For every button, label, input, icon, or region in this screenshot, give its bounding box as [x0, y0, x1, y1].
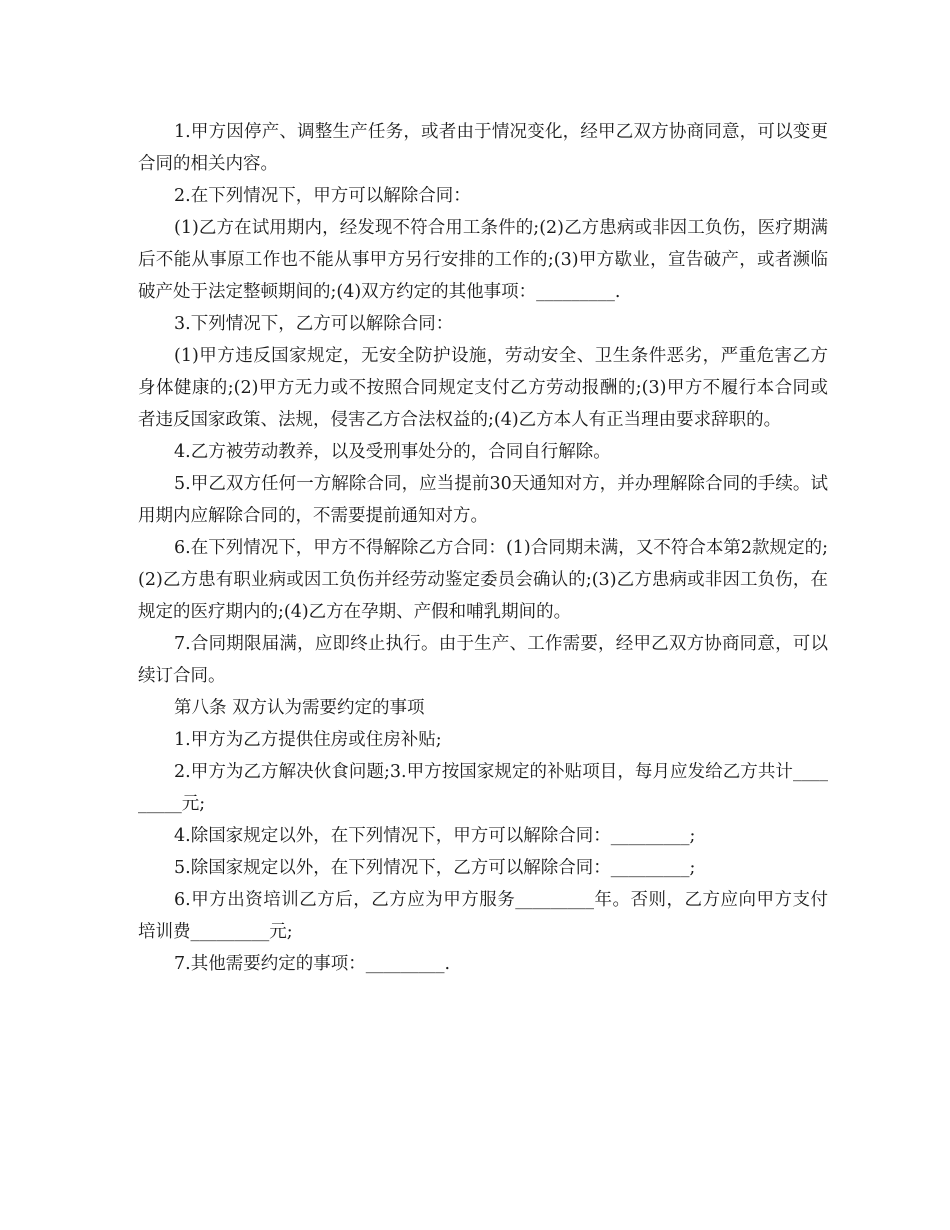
paragraph-12: 2.甲方为乙方解决伙食问题;3.甲方按国家规定的补贴项目，每月应发给乙方共计_________元; [138, 762, 828, 814]
paragraph-9: 7.合同期限届满，应即终止执行。由于生产、工作需要，经甲乙双方协商同意，可以续订合同。 [138, 634, 828, 686]
document-body [138, 116, 828, 980]
paragraph-13: 4.除国家规定以外，在下列情况下，甲方可以解除合同：_________; [174, 826, 696, 846]
paragraph-6: 4.乙方被劳动教养，以及受刑事处分的，合同自行解除。 [174, 442, 611, 462]
paragraph-14: 5.除国家规定以外，在下列情况下，乙方可以解除合同：_________; [174, 858, 696, 878]
paragraph-1: 1.甲方因停产、调整生产任务，或者由于情况变化，经甲乙双方协商同意，可以变更合同的相关内容。 [138, 122, 828, 174]
paragraph-4: 3.下列情况下，乙方可以解除合同： [174, 314, 454, 334]
paragraph-11: 1.甲方为乙方提供住房或住房补贴; [174, 730, 442, 750]
paragraph-2: 2.在下列情况下，甲方可以解除合同： [174, 186, 471, 206]
paragraph-8: 6.在下列情况下，甲方不得解除乙方合同：(1)合同期未满，又不符合本第2款规定的;(2)乙方患有职业病或因工负伤并经劳动鉴定委员会确认的;(3)乙方患病或非因工负伤，在规定的医疗期内的;(4)乙方在孕期、产假和哺乳期间的。 [138, 538, 828, 622]
paragraph-7: 5.甲乙双方任何一方解除合同，应当提前30天通知对方，并办理解除合同的手续。试用期内应解除合同的，不需要提前通知对方。 [138, 474, 828, 526]
section-heading: 第八条 双方认为需要约定的事项 [174, 698, 425, 718]
paragraph-15: 6.甲方出资培训乙方后，乙方应为甲方服务_________年。否则，乙方应向甲方支付培训费_________元; [138, 890, 828, 942]
paragraph-16: 7.其他需要约定的事项：_________. [174, 954, 451, 974]
paragraph-5: (1)甲方违反国家规定，无安全防护设施，劳动安全、卫生条件恶劣，严重危害乙方身体健康的;(2)甲方无力或不按照合同规定支付乙方劳动报酬的;(3)甲方不履行本合同或者违反国家政策、法规，侵害乙方合法权益的;(4)乙方本人有正当理由要求辞职的。 [138, 346, 828, 430]
paragraph-3: (1)乙方在试用期内，经发现不符合用工条件的;(2)乙方患病或非因工负伤，医疗期满后不能从事原工作也不能从事甲方另行安排的工作的;(3)甲方歇业，宣告破产，或者濒临破产处于法定整顿期间的;(4)双方约定的其他事项：_________. [138, 218, 828, 302]
